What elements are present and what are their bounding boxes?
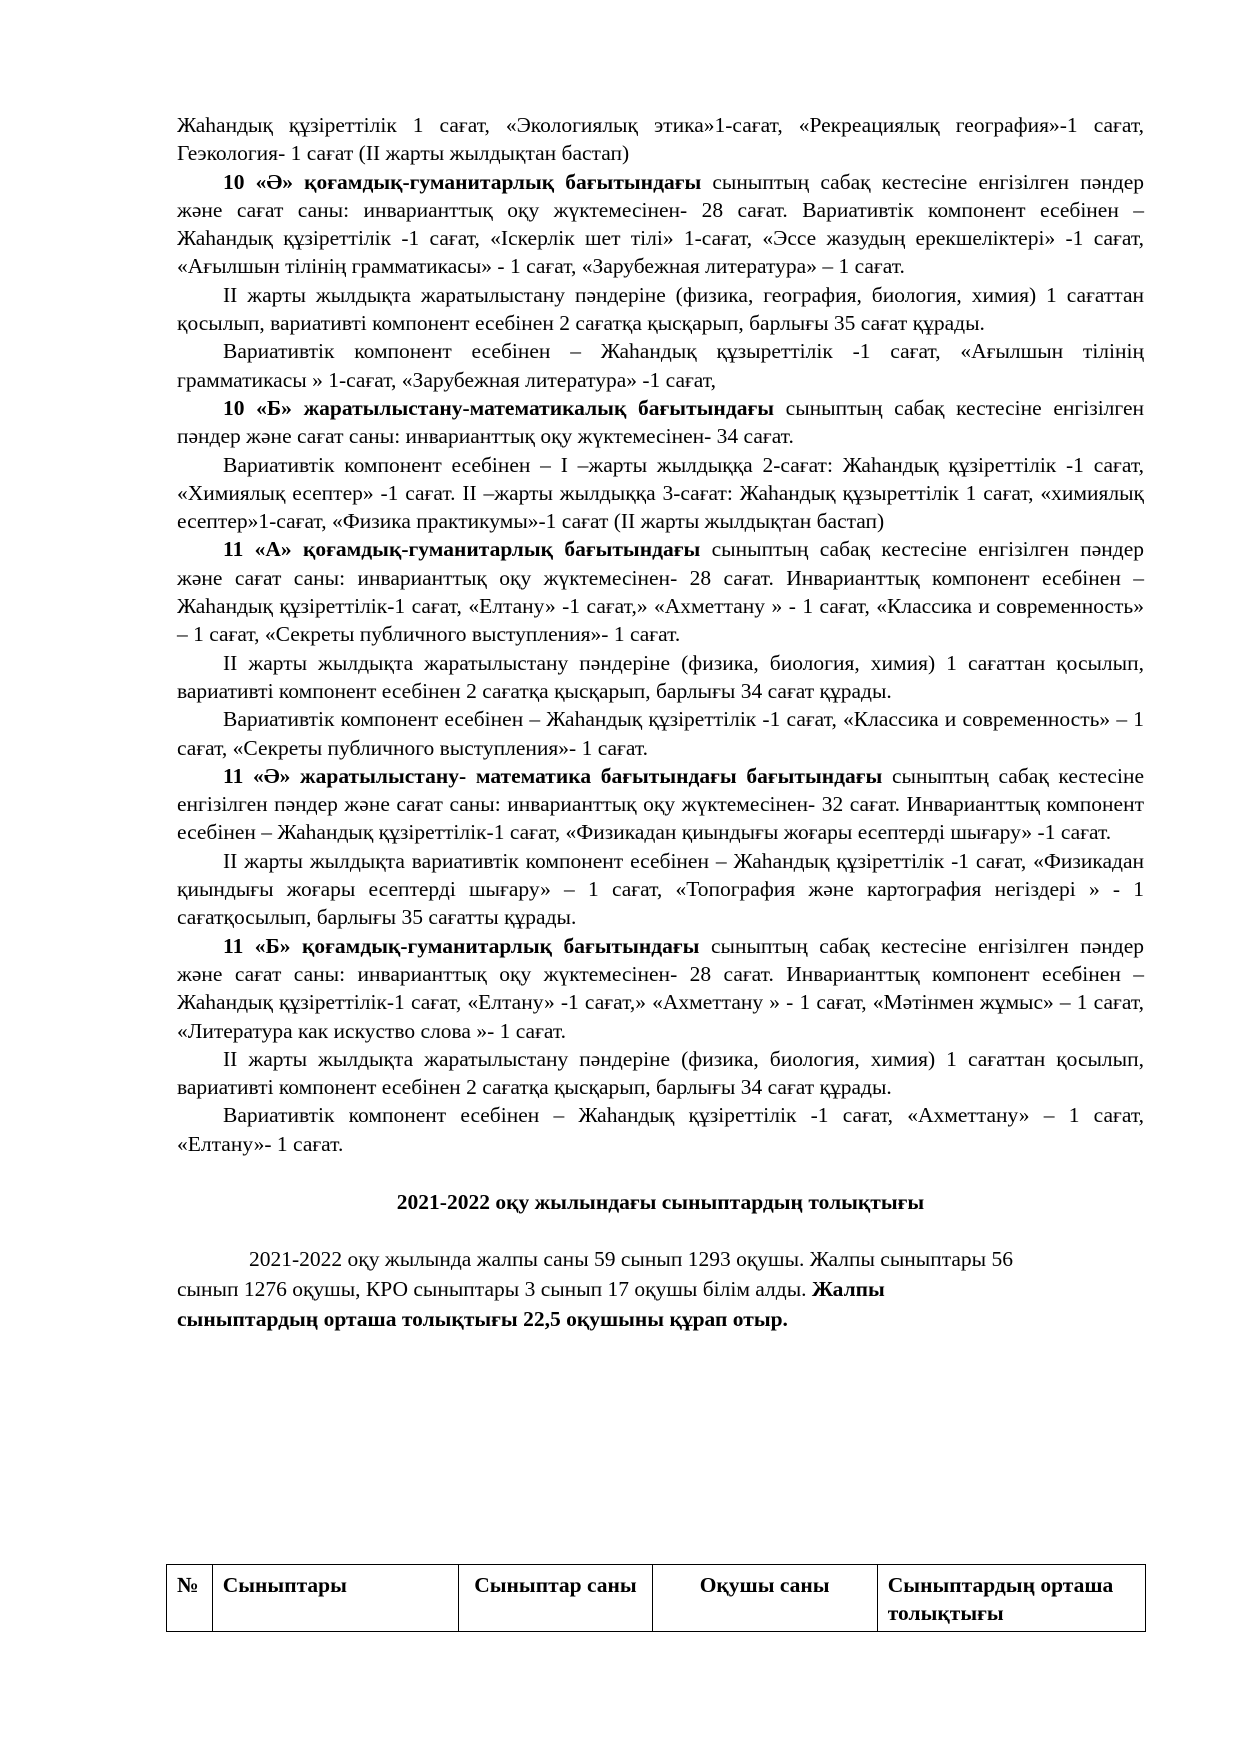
paragraph	[177, 337, 1144, 394]
body-text	[177, 111, 1144, 1158]
paragraph	[177, 649, 1144, 706]
text-run: сыныптың сабақ кестесіне енгізілген пәндер және сағат саны: инварианттық оқу жүктемесінен- 28 сағат. Вариативтік компонент есебінен – Жаһандық құзіреттілік -1 сағат, «Іскерлік шет тілі» 1-сағат, «Эссе жазудың ерекшеліктері» -1 сағат, «Ағылшын тілінің грамматикасы» - 1 сағат, «Зарубежная литература» – 1 сағат.	[177, 169, 1144, 279]
text-run: сыныптың сабақ кестесіне енгізілген пәндер және сағат саны: инварианттық оқу жүктемесінен- 32 сағат. Инварианттық компонент есебінен – Жаһандық құзіреттілік-1 сағат, «Физикадан қиындығы жоғары есептерді шығару» -1 сағат.	[177, 763, 1145, 845]
paragraph	[177, 111, 1144, 168]
text-run: сыныптың сабақ кестесіне енгізілген пәндер және сағат саны: инварианттық оқу жүктемесінен- 28 сағат. Инварианттық компонент есебінен – Жаһандық құзіреттілік-1 сағат, «Елтану» -1 сағат,» «Ахметтану » - 1 сағат, «Мәтінмен жұмыс» – 1 сағат, «Литература как искуство слова »- 1 сағат.	[177, 933, 1144, 1043]
paragraph	[177, 535, 1144, 648]
text-run: Вариативтік компонент есебінен – Жаһандық құзыреттілік -1 сағат, «Ағылшын тілінің грамматикасы » 1-сағат, «Зарубежная литература» -1 сағат,	[177, 339, 1144, 392]
paragraph	[177, 281, 1144, 338]
text-run: ІІ жарты жылдықта вариативтік компонент есебінен – Жаһандық құзіреттілік -1 сағат, «Физикадан қиындығы жоғары есептерді шығару» – 1 сағат, «Топография және картография негіздері » - 1 сағатқосылып, барлығы 35 сағатты құрады.	[177, 848, 1144, 930]
paragraph	[177, 1045, 1144, 1102]
paragraph	[177, 705, 1144, 762]
header-classes: Сыныптары	[212, 1565, 459, 1632]
text-run: сыныптың сабақ кестесіне енгізілген пәндер және сағат саны: инварианттық оқу жүктемесінен- 34 сағат.	[177, 395, 1144, 449]
bold-run: 11 «Ә» жаратылыстану- математика бағытындағы бағытындағы	[223, 763, 883, 788]
document-page	[177, 111, 1144, 1334]
paragraph	[177, 932, 1144, 1045]
bold-run: 11 «Б» қоғамдық-гуманитарлық бағытындағы	[223, 933, 700, 958]
summary-line: сыныптардың орташа толықтығы 22,5 оқушыны құрап отыр.	[177, 1307, 788, 1332]
summary-bold-text: Жалпы	[811, 1277, 885, 1302]
text-run: ІІ жарты жылдықта жаратылыстану пәндеріне (физика, география, биология, химия) 1 сағаттан қосылып, вариативті компонент есебінен 2 сағатқа қысқарып, барлығы 35 сағат құрады.	[177, 282, 1144, 336]
text-run: Вариативтік компонент есебінен – І –жарты жылдыққа 2-сағат: Жаһандық құзіреттілік -1 сағат, «Химиялық есептер» -1 сағат. ІІ –жарты жылдыққа 3-сағат: Жаһандық құзыреттілік 1 сағат, «химиялық есептер»1-сағат, «Физика практикумы»-1 сағат (ІІ жарты жылдықтан бастап)	[177, 452, 1144, 534]
text-run: ІІ жарты жылдықта жаратылыстану пәндеріне (физика, биология, химия) 1 сағаттан қосылып, вариативті компонент есебінен 2 сағатқа қысқарып, барлығы 34 сағат құрады.	[177, 650, 1144, 703]
header-number: №	[167, 1565, 213, 1632]
paragraph	[177, 394, 1144, 451]
summary-text: сынып 1276 оқушы, КРО сыныптары 3 сынып 17 оқушы білім алды.	[177, 1277, 812, 1302]
paragraph	[177, 451, 1144, 536]
text-run: сыныптың сабақ кестесіне енгізілген пәндер және сағат саны: инварианттық оқу жүктемесінен- 28 сағат. Инварианттық компонент есебінен – Жаһандық құзіреттілік-1 сағат, «Елтану» -1 сағат,» «Ахметтану » - 1 сағат, «Классика и современность» – 1 сағат, «Секреты публичного выступления»- 1 сағат.	[177, 537, 1144, 647]
text-run: Вариативтік компонент есебінен – Жаһандық құзіреттілік -1 сағат, «Классика и современность» – 1 сағат, «Секреты публичного выступления»- 1 сағат.	[177, 707, 1144, 760]
paragraph	[177, 168, 1144, 281]
header-average-fill: Сыныптардың орташа толықтығы	[877, 1565, 1145, 1632]
section-heading: 2021-2022 оқу жылындағы сыныптардың толықтығы	[396, 1189, 925, 1214]
summary-paragraph	[177, 1244, 1144, 1334]
bold-run: 10 «Ә» қоғамдық-гуманитарлық бағытындағы	[223, 169, 702, 194]
text-run: Вариативтік компонент есебінен – Жаһандық құзіреттілік -1 сағат, «Ахметтану» – 1 сағат, «Елтану»- 1 сағат.	[177, 1103, 1144, 1156]
bold-run: 11 «А» қоғамдық-гуманитарлық бағытындағы	[223, 537, 701, 562]
text-run: Жаһандық құзіреттілік 1 сағат, «Экологиялық этика»1-сағат, «Рекреациялық география»-1 сағат, Геэкология- 1 сағат (ІІ жарты жылдықтан бастап)	[177, 113, 1144, 166]
table-header-row	[167, 1565, 1146, 1632]
header-class-count: Сыныптар саны	[459, 1565, 652, 1632]
paragraph	[177, 847, 1144, 932]
text-run: ІІ жарты жылдықта жаратылыстану пәндеріне (физика, биология, химия) 1 сағаттан қосылып, вариативті компонент есебінен 2 сағатқа қысқарып, барлығы 34 сағат құрады.	[177, 1046, 1144, 1100]
paragraph	[177, 762, 1144, 847]
bold-run: 10 «Б» жаратылыстану-математикалық бағытындағы	[223, 395, 774, 420]
summary-line	[177, 1274, 1144, 1304]
summary-line: 2021-2022 оқу жылында жалпы саны 59 сынып 1293 оқушы. Жалпы сыныптары 56	[249, 1247, 1014, 1272]
paragraph	[177, 1101, 1144, 1158]
class-stats-table	[166, 1564, 1146, 1632]
header-student-count: Оқушы саны	[652, 1565, 877, 1632]
